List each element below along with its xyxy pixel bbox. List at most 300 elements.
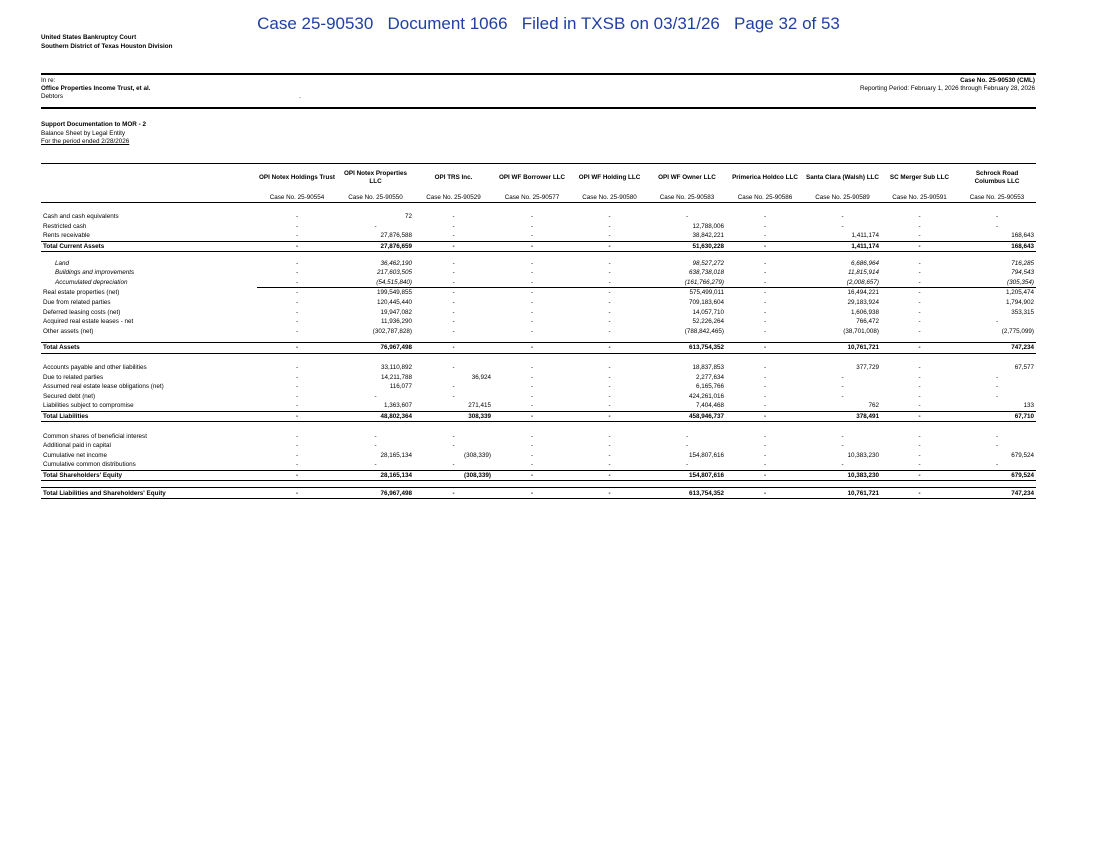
- debtors-label: Debtors: [41, 93, 64, 100]
- cell-value: 51,630,228: [648, 241, 726, 252]
- row-label: Secured debt (net): [43, 392, 96, 400]
- cell-value: -: [493, 278, 571, 288]
- column-case-number: Case No. 25-90554: [257, 192, 337, 203]
- cell-value: -: [763, 364, 767, 372]
- cell-value: -: [763, 442, 767, 450]
- cell-value: -: [918, 299, 921, 307]
- cell-value: -: [452, 269, 455, 277]
- cell-value: -: [763, 432, 767, 440]
- total-row: [41, 241, 1036, 252]
- row-label: Accounts payable and other liabilities: [43, 364, 147, 372]
- cell-value: -: [530, 383, 534, 391]
- cell-value: 1,794,902: [1005, 299, 1034, 307]
- table-row: [41, 258, 1036, 268]
- cell-value: -: [530, 373, 534, 381]
- cell-value: -: [452, 327, 455, 335]
- cell-value: 308,339: [414, 411, 493, 422]
- cell-value: -: [995, 432, 999, 440]
- cell-value: 14,057,710: [692, 308, 724, 316]
- cell-value: 6,686,964: [850, 259, 879, 267]
- table-row: [41, 327, 1036, 337]
- cell-value: 168,643: [958, 241, 1036, 252]
- cell-value: -: [530, 213, 534, 221]
- cell-value: 10,761,721: [804, 343, 881, 354]
- cell-value: -: [530, 442, 534, 450]
- cell-value: 575,499,011: [689, 289, 724, 297]
- table-row: [41, 222, 1036, 232]
- cell-value: -: [608, 373, 611, 381]
- cell-value: 1,411,174: [804, 241, 881, 252]
- cell-value: 11,815,914: [847, 269, 879, 277]
- cell-value: 14,211,788: [380, 373, 412, 381]
- cell-value: -: [608, 327, 611, 335]
- cell-value: -: [685, 432, 689, 440]
- cell-value: -: [493, 241, 571, 252]
- cell-value: -: [918, 318, 921, 326]
- cell-value: -: [918, 373, 921, 381]
- cell-value: 613,754,352: [648, 343, 726, 354]
- row-label: Cash and cash equivalents: [43, 213, 119, 221]
- cell-value: -: [257, 241, 337, 252]
- cell-value: 36,462,190: [380, 259, 412, 267]
- row-label: Total Liabilities: [41, 411, 257, 422]
- cell-value: -: [918, 461, 921, 469]
- cell-value: -: [257, 470, 337, 481]
- row-label: Total Assets: [41, 343, 257, 354]
- cell-value: -: [608, 432, 611, 440]
- cell-value: 10,383,230: [847, 451, 879, 459]
- cell-value: -: [295, 232, 299, 240]
- cell-value: 10,383,230: [804, 470, 881, 481]
- cell-value: -: [918, 451, 921, 459]
- cell-value: -: [841, 383, 844, 391]
- cell-value: 217,603,505: [376, 269, 412, 277]
- cell-value: -: [881, 343, 958, 354]
- cell-value: -: [841, 461, 844, 469]
- support-subtitle: Balance Sheet by Legal Entity: [41, 129, 126, 137]
- cell-value: (302,787,828): [372, 327, 412, 335]
- cell-value: -: [295, 432, 299, 440]
- cell-value: -: [685, 442, 689, 450]
- cell-value: 76,967,498: [337, 488, 414, 499]
- cell-value: (305,354): [958, 278, 1036, 288]
- column-header-row: [41, 164, 1036, 193]
- column-header-entity: OPI WF Borrower LLC: [493, 164, 571, 193]
- cell-value: 27,876,659: [337, 241, 414, 252]
- cell-value: -: [295, 259, 299, 267]
- cell-value: 18,837,853: [692, 364, 724, 372]
- cell-value: 133: [1023, 402, 1034, 410]
- cell-value: 36,924: [471, 373, 491, 381]
- cell-value: -: [726, 278, 804, 288]
- cell-value: -: [918, 308, 921, 316]
- cell-value: -: [530, 269, 534, 277]
- support-period: For the period ended 2/28/2026: [41, 138, 130, 145]
- cell-value: -: [841, 392, 844, 400]
- cell-value: -: [881, 278, 958, 288]
- cell-value: (308,339): [464, 451, 491, 459]
- spacer-cell: [41, 422, 1036, 432]
- cell-value: -: [608, 392, 611, 400]
- cell-value: -: [493, 343, 571, 354]
- cell-value: -: [608, 451, 611, 459]
- cell-value: -: [414, 488, 493, 499]
- cell-value: -: [295, 318, 299, 326]
- cell-value: (2,775,099): [1001, 327, 1034, 335]
- cell-value: 716,285: [1011, 259, 1034, 267]
- row-label: Cumulative net income: [43, 451, 108, 459]
- column-header-entity: Schrock Road Columbus LLC: [958, 164, 1036, 193]
- cell-value: -: [881, 470, 958, 481]
- cell-value: -: [763, 392, 767, 400]
- row-label: Other assets (net): [43, 327, 94, 335]
- cell-value: -: [918, 213, 921, 221]
- cell-value: -: [295, 327, 299, 335]
- cell-value: -: [995, 373, 999, 381]
- cell-value: 27,876,588: [380, 232, 412, 240]
- table-row: [41, 450, 1036, 460]
- column-header-entity: SC Merger Sub LLC: [881, 164, 958, 193]
- spacer-cell: [41, 353, 1036, 363]
- table-row: [41, 317, 1036, 327]
- cell-value: 679,524: [958, 470, 1036, 481]
- cell-value: -: [295, 299, 299, 307]
- cell-value: -: [841, 432, 844, 440]
- cell-value: -: [608, 299, 611, 307]
- column-header-entity: OPI WF Owner LLC: [648, 164, 726, 193]
- cell-value: -: [414, 343, 493, 354]
- cell-value: -: [918, 269, 921, 277]
- table-row: [41, 307, 1036, 317]
- cell-value: -: [374, 442, 377, 450]
- cell-value: -: [374, 461, 377, 469]
- cell-value: -: [995, 461, 999, 469]
- cell-value: 19,947,082: [380, 308, 412, 316]
- cell-value: -: [452, 259, 455, 267]
- cell-value: -: [763, 402, 767, 410]
- cell-value: 766,472: [856, 318, 879, 326]
- column-header-entity: OPI WF Holding LLC: [571, 164, 648, 193]
- cell-value: -: [995, 383, 999, 391]
- cell-value: 29,183,924: [847, 299, 879, 307]
- cell-value: 794,543: [1011, 269, 1034, 277]
- cell-value: -: [918, 289, 921, 297]
- cell-value: -: [841, 373, 844, 381]
- balance-sheet-body: [41, 203, 1036, 499]
- table-row: [41, 382, 1036, 392]
- cell-value: -: [995, 392, 999, 400]
- cell-value: -: [918, 232, 921, 240]
- spacer-row: [41, 353, 1036, 363]
- cell-value: -: [452, 461, 455, 469]
- cell-value: -: [726, 488, 804, 499]
- cell-value: -: [995, 213, 999, 221]
- cell-value: -: [763, 299, 767, 307]
- balance-sheet-table: [41, 163, 1036, 499]
- cell-value: -: [881, 241, 958, 252]
- cell-value: 2,277,634: [695, 373, 724, 381]
- cell-value: 98,527,272: [692, 259, 724, 267]
- cell-value: -: [763, 232, 767, 240]
- column-case-number: Case No. 25-90589: [804, 192, 881, 203]
- column-case-number: Case No. 25-90529: [414, 192, 493, 203]
- cell-value: -: [452, 432, 455, 440]
- cell-value: -: [918, 383, 921, 391]
- cell-value: -: [295, 308, 299, 316]
- cell-value: -: [608, 213, 611, 221]
- cell-value: -: [530, 432, 534, 440]
- case-number: Case No. 25-90530 (CML): [960, 77, 1035, 84]
- column-case-number: Case No. 25-90577: [493, 192, 571, 203]
- cell-value: -: [414, 241, 493, 252]
- cell-value: -: [608, 232, 611, 240]
- in-re-label: In re:: [41, 77, 56, 84]
- table-row: [41, 298, 1036, 308]
- cell-value: 747,234: [958, 343, 1036, 354]
- column-header-entity: Primerica Holdco LLC: [726, 164, 804, 193]
- cell-value: -: [530, 364, 534, 372]
- case-caption: [41, 77, 151, 101]
- column-case-number: Case No. 25-90553: [958, 192, 1036, 203]
- cell-value: 747,234: [958, 488, 1036, 499]
- cell-value: -: [374, 432, 377, 440]
- row-label: Buildings and improvements: [55, 269, 135, 277]
- cell-value: -: [841, 213, 844, 221]
- cell-value: 1,205,474: [1005, 289, 1034, 297]
- cell-value: -: [530, 259, 534, 267]
- cell-value: 353,315: [1011, 308, 1034, 316]
- row-label: Real estate properties (net): [43, 289, 120, 297]
- cell-value: 120,445,440: [376, 299, 412, 307]
- cell-value: 154,807,616: [648, 470, 726, 481]
- column-header-entity: OPI Notex Holdings Trust: [257, 164, 337, 193]
- cell-value: -: [530, 289, 534, 297]
- spacer-row: [41, 203, 1036, 213]
- cell-value: -: [608, 402, 611, 410]
- cell-value: -: [918, 364, 921, 372]
- cell-value: 12,788,006: [692, 222, 724, 230]
- cell-value: 638,738,018: [688, 269, 724, 277]
- cell-value: -: [608, 383, 611, 391]
- cell-value: 28,165,134: [380, 451, 412, 459]
- cell-value: 28,165,134: [337, 470, 414, 481]
- row-label: Due from related parties: [43, 299, 111, 307]
- cell-value: (308,339): [414, 470, 493, 481]
- row-label: Assumed real estate lease obligations (net): [43, 383, 164, 391]
- total-row: [41, 488, 1036, 499]
- cell-value: -: [530, 392, 534, 400]
- cell-value: -: [295, 269, 299, 277]
- row-label: Accumulated depreciation: [55, 279, 128, 287]
- cell-value: -: [530, 308, 534, 316]
- cell-value: -: [493, 470, 571, 481]
- cell-value: -: [295, 392, 299, 400]
- cell-value: -: [452, 318, 455, 326]
- cell-value: -: [571, 470, 648, 481]
- cell-value: -: [608, 289, 611, 297]
- cell-value: 11,936,290: [380, 318, 412, 326]
- cell-value: -: [995, 318, 999, 326]
- cell-value: 377,729: [856, 364, 879, 372]
- cell-value: -: [295, 402, 299, 410]
- court-name: [41, 33, 172, 51]
- cell-value: -: [571, 488, 648, 499]
- cell-value: -: [452, 308, 455, 316]
- spacer-row: [41, 481, 1036, 488]
- case-number-row: [41, 192, 1036, 203]
- cell-value: -: [295, 442, 299, 450]
- cell-value: -: [763, 289, 767, 297]
- cell-value: -: [763, 318, 767, 326]
- table-row: [41, 401, 1036, 411]
- header-top-rule: [41, 73, 1036, 75]
- cell-value: -: [257, 411, 337, 422]
- cell-value: -: [295, 383, 299, 391]
- cell-value: 458,946,737: [648, 411, 726, 422]
- cell-value: -: [918, 327, 921, 335]
- cell-value: -: [530, 232, 534, 240]
- cell-value: -: [493, 411, 571, 422]
- cell-value: -: [995, 222, 999, 230]
- cell-value: 10,761,721: [804, 488, 881, 499]
- cell-value: 199,549,855: [376, 289, 412, 297]
- cell-value: -: [530, 402, 534, 410]
- cell-value: -: [726, 343, 804, 354]
- cell-value: 52,226,264: [692, 318, 724, 326]
- cell-value: -: [452, 392, 455, 400]
- reporting-period: Reporting Period: February 1, 2026 through February 28, 2026: [859, 85, 1035, 92]
- column-case-number: Case No. 25-90591: [881, 192, 958, 203]
- cell-value: -: [608, 308, 611, 316]
- cell-value: -: [530, 299, 534, 307]
- cell-value: 679,524: [1011, 451, 1034, 459]
- filing-banner: Case 25-90530 Document 1066 Filed in TXSB on 03/31/26 Page 32 of 53: [257, 14, 840, 33]
- cell-value: -: [726, 411, 804, 422]
- cell-value: 67,577: [1014, 364, 1034, 372]
- cell-value: -: [608, 222, 611, 230]
- cell-value: -: [571, 343, 648, 354]
- row-label: Total Liabilities and Shareholders' Equity: [41, 488, 257, 499]
- table-row: [41, 231, 1036, 241]
- cell-value: 762: [868, 402, 879, 410]
- cell-value: -: [530, 451, 534, 459]
- cell-value: -: [295, 222, 299, 230]
- cell-value: -: [452, 232, 455, 240]
- cell-value: (161,766,279): [648, 278, 726, 288]
- case-info: [860, 77, 1035, 93]
- cell-value: -: [763, 222, 767, 230]
- row-label: Common shares of beneficial interest: [43, 432, 147, 440]
- cell-value: -: [763, 308, 767, 316]
- cell-value: (788,842,465): [684, 327, 724, 335]
- cell-value: 1,606,938: [850, 308, 879, 316]
- cell-value: -: [918, 432, 921, 440]
- cell-value: -: [763, 451, 767, 459]
- row-label: Rents receivable: [43, 232, 90, 240]
- cell-value: -: [257, 488, 337, 499]
- table-row: [41, 441, 1036, 451]
- cell-value: -: [995, 442, 999, 450]
- cell-value: 378,491: [804, 411, 881, 422]
- table-row: [41, 288, 1036, 298]
- cell-value: -: [763, 259, 767, 267]
- cell-value: -: [257, 278, 337, 288]
- total-row: [41, 470, 1036, 481]
- cell-value: -: [571, 411, 648, 422]
- table-row: [41, 460, 1036, 470]
- row-label: Total Current Assets: [41, 241, 257, 252]
- support-title: Support Documentation to MOR - 2: [41, 121, 146, 128]
- cell-value: -: [530, 461, 534, 469]
- row-label: Total Shareholders' Equity: [41, 470, 257, 481]
- court-line-1: United States Bankruptcy Court: [41, 34, 137, 41]
- column-header-entity: OPI TRS Inc.: [414, 164, 493, 193]
- cell-value: 38,842,221: [692, 232, 724, 240]
- cell-value: 271,415: [468, 402, 491, 410]
- spacer-row: [41, 422, 1036, 432]
- cell-value: -: [452, 222, 455, 230]
- row-label: Acquired real estate leases - net: [43, 318, 134, 326]
- cell-value: 709,183,604: [688, 299, 724, 307]
- cell-value: 48,802,364: [337, 411, 414, 422]
- row-label: Due to related parties: [43, 373, 104, 381]
- cell-value: -: [918, 222, 921, 230]
- debtor-name: Office Properties Income Trust, et al.: [41, 85, 151, 92]
- cell-value: 6,165,766: [695, 383, 724, 391]
- cell-value: -: [608, 259, 611, 267]
- cell-value: (54,515,840): [337, 278, 414, 288]
- column-case-number: Case No. 25-90586: [726, 192, 804, 203]
- row-label: Restricted cash: [43, 222, 87, 230]
- column-case-number: Case No. 25-90580: [571, 192, 648, 203]
- table-row: [41, 212, 1036, 222]
- stray-dot: .: [299, 93, 301, 100]
- column-header-entity: OPI Notex Properties LLC: [337, 164, 414, 193]
- cell-value: -: [841, 442, 844, 450]
- table-row: [41, 431, 1036, 441]
- header-bottom-rule: [41, 107, 1036, 109]
- row-label: Cumulative common distributions: [43, 461, 136, 469]
- cell-value: 67,710: [958, 411, 1036, 422]
- cell-value: -: [726, 470, 804, 481]
- cell-value: -: [295, 213, 299, 221]
- table-row: [41, 363, 1036, 373]
- cell-value: -: [763, 383, 767, 391]
- cell-value: 424,261,016: [688, 392, 724, 400]
- cell-value: -: [763, 373, 767, 381]
- cell-value: -: [918, 392, 921, 400]
- cell-value: -: [881, 411, 958, 422]
- table-row: [41, 268, 1036, 278]
- cell-value: -: [918, 442, 921, 450]
- support-documentation-heading: [41, 121, 146, 147]
- cell-value: 72: [404, 213, 412, 221]
- cell-value: -: [493, 488, 571, 499]
- table-row: [41, 392, 1036, 402]
- cell-value: -: [608, 461, 611, 469]
- cell-value: -: [452, 442, 455, 450]
- cell-value: -: [530, 318, 534, 326]
- cell-value: -: [918, 402, 921, 410]
- cell-value: -: [763, 213, 767, 221]
- cell-value: (2,008,657): [804, 278, 881, 288]
- row-label: Additional paid in capital: [43, 442, 111, 450]
- row-label: Land: [55, 259, 70, 267]
- blank-case: [41, 192, 257, 203]
- cell-value: 1,363,607: [383, 402, 412, 410]
- cell-value: -: [763, 269, 767, 277]
- cell-value: -: [452, 364, 455, 372]
